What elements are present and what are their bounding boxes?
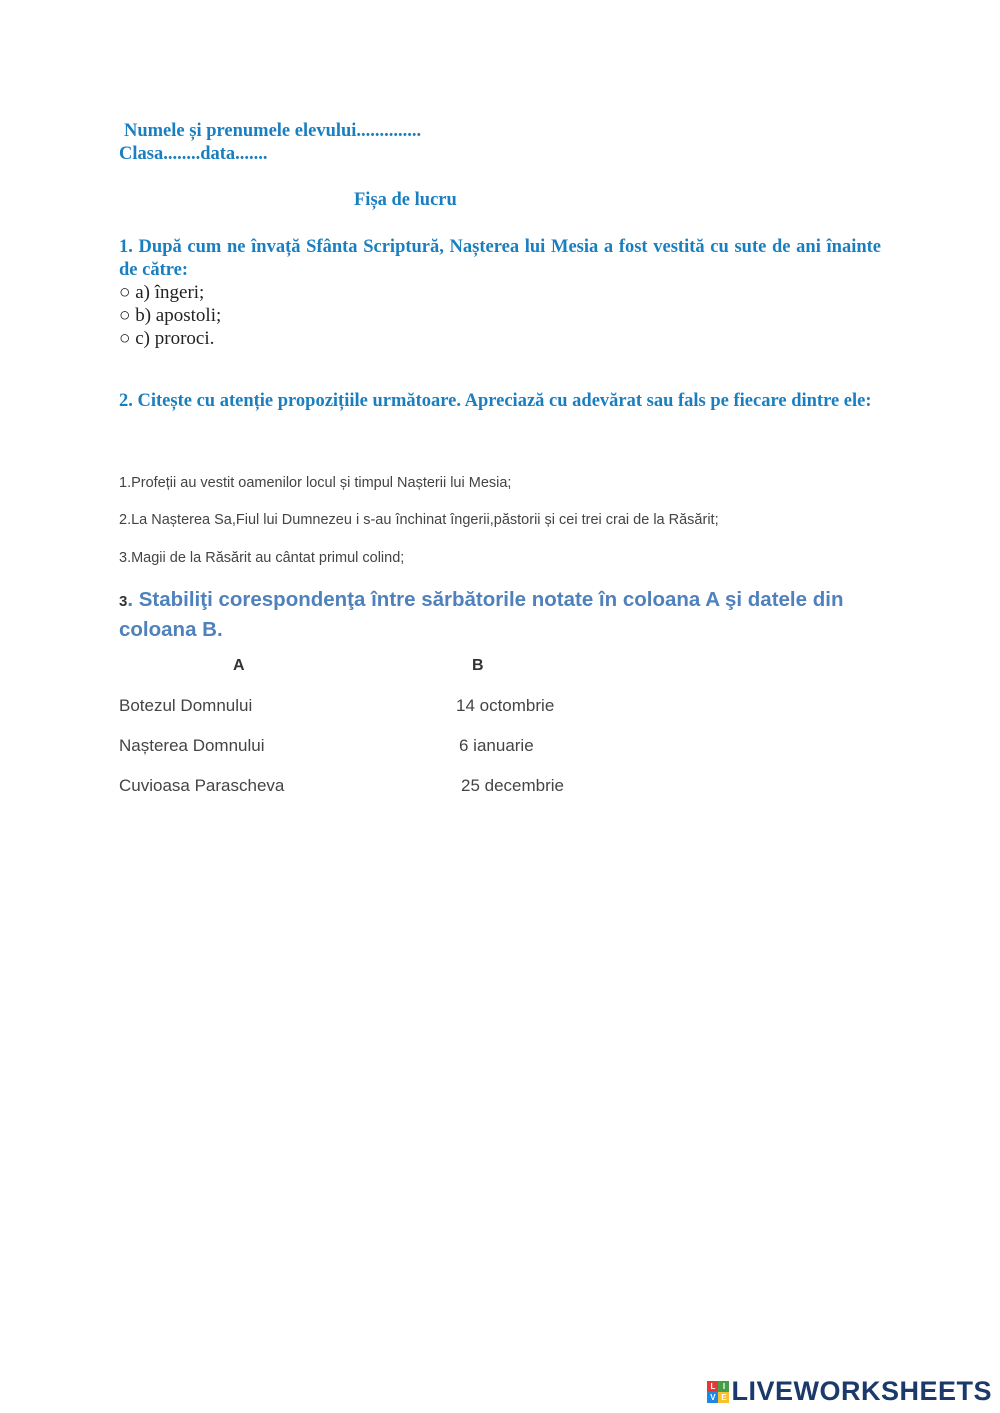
student-name-line: Numele și prenumele elevului.............. xyxy=(124,121,422,141)
column-a-item-2[interactable]: Nașterea Domnului xyxy=(119,736,265,755)
worksheet-title: Fișa de lucru xyxy=(354,190,457,210)
badge-letter-e: E xyxy=(718,1392,729,1403)
column-b-header: B xyxy=(472,657,484,674)
q2-statement-1[interactable]: 1.Profeții au vestit oamenilor locul și timpul Nașterii lui Mesia; xyxy=(119,475,512,491)
column-b-item-2[interactable]: 6 ianuarie xyxy=(459,736,534,755)
q1-option-a[interactable]: ○ a) îngeri; xyxy=(119,282,205,303)
column-a-item-3[interactable]: Cuvioasa Parascheva xyxy=(119,776,285,795)
q2-statement-2[interactable]: 2.La Nașterea Sa,Fiul lui Dumnezeu i s-au închinat îngerii,păstorii și cei trei crai de la Răsărit; xyxy=(119,512,719,528)
q3-question: . Stabiliţi corespondenţa între sărbătorile notate în coloana A şi datele din coloana B. xyxy=(119,588,844,641)
column-b-item-3[interactable]: 25 decembrie xyxy=(461,776,565,795)
live-badge-icon xyxy=(707,1381,729,1403)
column-b-item-1[interactable]: 14 octombrie xyxy=(456,696,555,715)
q1-question: 1. După cum ne învață Sfânta Scriptură, Nașterea lui Mesia a fost vestită cu sute de ani înainte de către: xyxy=(119,237,881,280)
q3-question-block xyxy=(119,586,889,644)
column-a-header: A xyxy=(233,657,245,674)
class-date-line: Clasa........data....... xyxy=(119,144,268,164)
q3-number: 3 xyxy=(119,593,128,610)
column-a-item-1[interactable]: Botezul Domnului xyxy=(119,696,253,715)
q1-option-b[interactable]: ○ b) apostoli; xyxy=(119,305,222,326)
q2-question: 2. Citește cu atenție propozițiile următoare. Apreciază cu adevărat sau fals pe fiecare dintre ele: xyxy=(119,391,872,411)
q1-option-c[interactable]: ○ c) proroci. xyxy=(119,328,215,349)
badge-letter-v: V xyxy=(707,1392,718,1403)
badge-letter-i: I xyxy=(718,1381,729,1392)
badge-letter-l: L xyxy=(707,1381,718,1392)
liveworksheets-logo xyxy=(707,1376,992,1407)
q2-statement-3[interactable]: 3.Magii de la Răsărit au cântat primul colind; xyxy=(119,550,405,566)
brand-name: LIVEWORKSHEETS xyxy=(731,1376,992,1406)
